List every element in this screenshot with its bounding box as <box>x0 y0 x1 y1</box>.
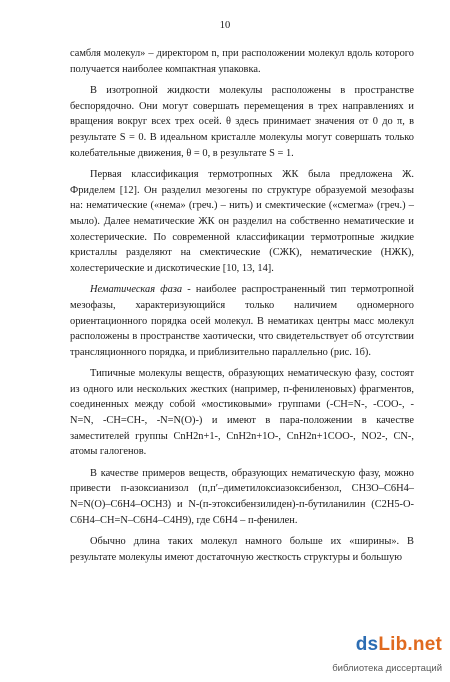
paragraph-5-text: Типичные молекулы веществ, образующих нематическую фазу, состоят из одного или нескольких жестких (например, п-фениленовых) фрагментов, соединенных между собой «мостиковыми» группами (-CH=N-, -COO-, -N=N, -CH=CH-, -N=N(O)-) и имеют в пара-положении в качестве заместителей группы <box>70 368 414 442</box>
paragraph-4-text: - наиболее распространенный тип термотропной мезофазы, характеризующийся только наличием одномерного ориентационного порядка осей молекул. В нематиках центры масс молекул расположены в пространстве хаотически, что свидетельствует об отсутствии трансляционного порядка, и приблизительно параллельно (рис. 1б). <box>70 284 414 358</box>
paragraph-2: В изотропной жидкости молекулы расположены в пространстве беспорядочно. Они могут совершать перемещения в трех направлениях и вращения вокруг всех трех осей. θ здесь принимает значения от 0 до π, в результате S = 0. В идеальном кристалле молекулы могут совершать только колебательные движения, θ = 0, в результате S = 1. <box>70 85 414 159</box>
paragraph-4 <box>70 282 414 360</box>
dslib-logo <box>356 634 442 656</box>
substituent-groups: CnH2n+1-, CnH2n+1O-, CnH2n+1COO-, NO2-, CN-, атомы галогенов. <box>70 430 414 458</box>
paragraph-1: самбля молекул» – директором n, при расположении молекул вдоль которого получается наиболее компактная упаковка. <box>70 48 414 75</box>
watermark-subtitle: библиотека диссертаций <box>332 663 442 674</box>
term-nematic-phase: Нематическая фаза <box>90 284 183 296</box>
dslib-watermark <box>314 634 442 674</box>
paragraph-3: Первая классификация термотропных ЖК была предложена Ж. Фриделем [12]. Он разделил мезогены по структуре образуемой мезофазы на: нематические («нема» (греч.) – нить) и смектические («смегма» (греч.) – мыло). Далее нематические ЖК он разделил на собственно нематические и холестерические. По современной классификации термотропные жидкие кристаллы разделяют на смектические (СЖК), нематические (НЖК), холестерические и дискотические [10, 13, 14]. <box>70 169 414 274</box>
paragraph-6: В качестве примеров веществ, образующих нематическую фазу, можно привести п-азоксианизол (п,п′–диметилоксиазоксибензол, CH3O–C6H4–N=N(O)–C6H4–OCH3) и N-(п-этоксибензилиден)-п-бутиланилин (C2H5-O-C6H4–CH=N–C6H4–C4H9), где C6H4 – п-фенилен. <box>70 467 414 526</box>
page-number: 10 <box>219 20 231 31</box>
paragraph-7: Обычно длина таких молекул намного больше их «ширины». В результате молекулы имеют достаточную жесткость структуры и большую <box>70 536 414 563</box>
logo-lib: Lib.net <box>378 634 442 655</box>
page-body <box>70 46 414 571</box>
logo-ds: ds <box>355 634 379 655</box>
paragraph-5 <box>70 366 414 460</box>
